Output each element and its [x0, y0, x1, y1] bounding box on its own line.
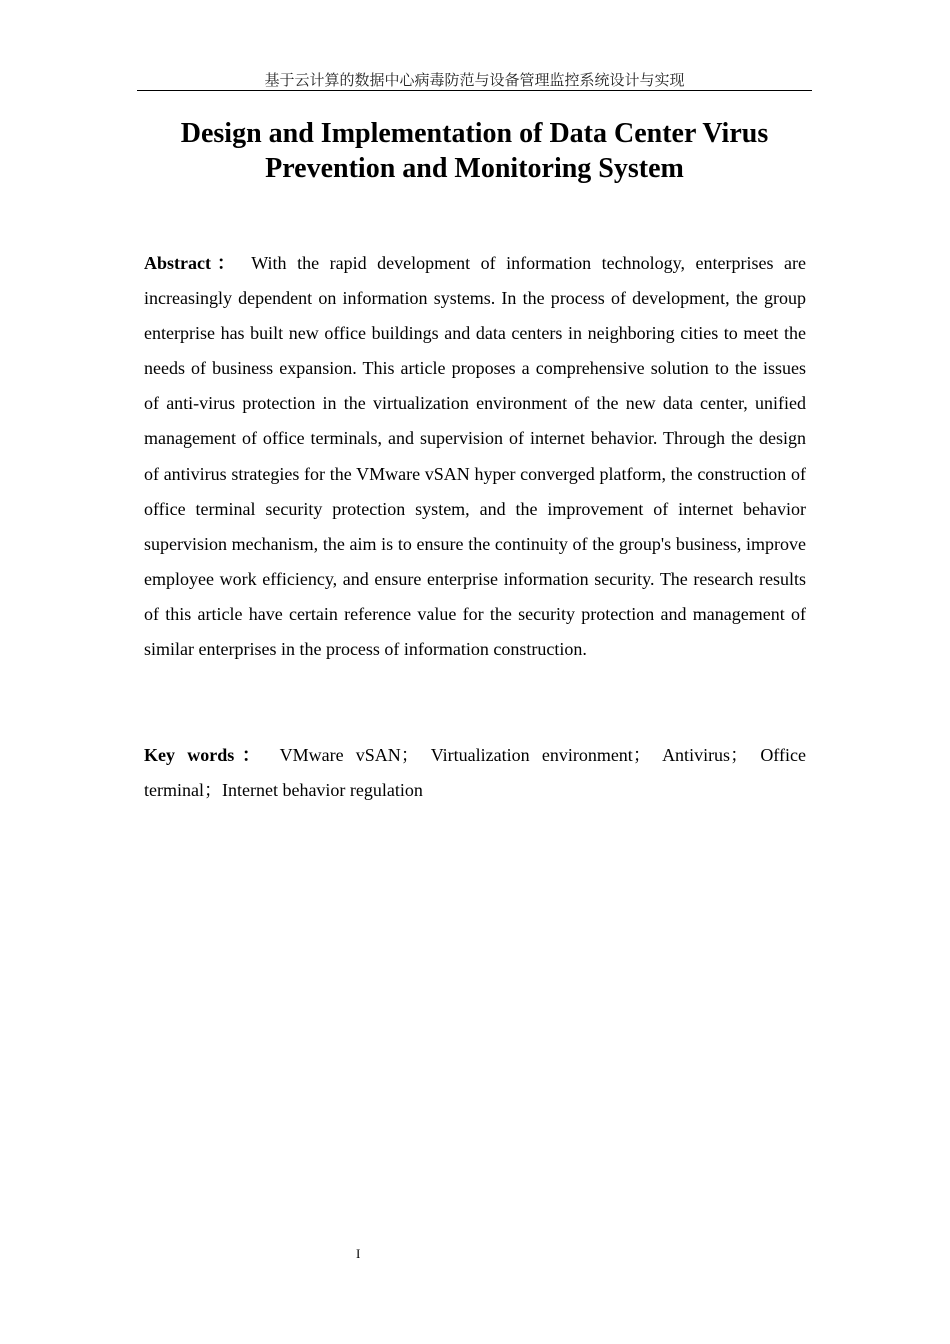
keyword-separator: ；: [632, 745, 651, 765]
abstract-label: Abstract：: [144, 253, 242, 273]
keyword-1: VMware vSAN: [279, 745, 401, 765]
keyword-4: Office terminal: [144, 745, 806, 800]
abstract-paragraph: [144, 246, 806, 667]
keyword-3: Antivirus: [662, 745, 731, 765]
running-header: 基于云计算的数据中心病毒防范与设备管理监控系统设计与实现: [264, 71, 685, 89]
page-number: I: [356, 1246, 361, 1261]
keyword-separator: ；: [203, 780, 222, 800]
header-rule: [137, 90, 812, 91]
keyword-5: Internet behavior regulation: [221, 780, 423, 800]
paper-title-line-1: Design and Implementation of Data Center Virus: [180, 118, 769, 149]
abstract-text: With the rapid development of information technology, enterprises are increasingly dependent on information systems. In the process of development, the group enterprise has built new office buildings and data centers in neighboring cities to meet the needs of business expansion. This article proposes a comprehensive solution to the issues of anti-virus protection in the virtualization environment of the new data center, unified management of office terminals, and supervision of internet behavior. Through the design of antivirus strategies for the VMware vSAN hyper converged platform, the construction of office terminal security protection system, and the improvement of internet behavior supervision mechanism, the aim is to ensure the continuity of the group's business, improve employee work efficiency, and ensure enterprise information security. The research results of this article have certain reference value for the security protection and management of similar enterprises in the process of information construction.: [144, 253, 806, 660]
paper-title: [137, 116, 812, 186]
keyword-separator: ；: [730, 745, 749, 765]
keyword-separator: ；: [400, 745, 419, 765]
paper-title-line-2: Prevention and Monitoring System: [265, 153, 684, 184]
keyword-2: Virtualization environment: [430, 745, 633, 765]
keywords-paragraph: [144, 738, 806, 808]
keywords-label: Key words：: [144, 745, 268, 765]
